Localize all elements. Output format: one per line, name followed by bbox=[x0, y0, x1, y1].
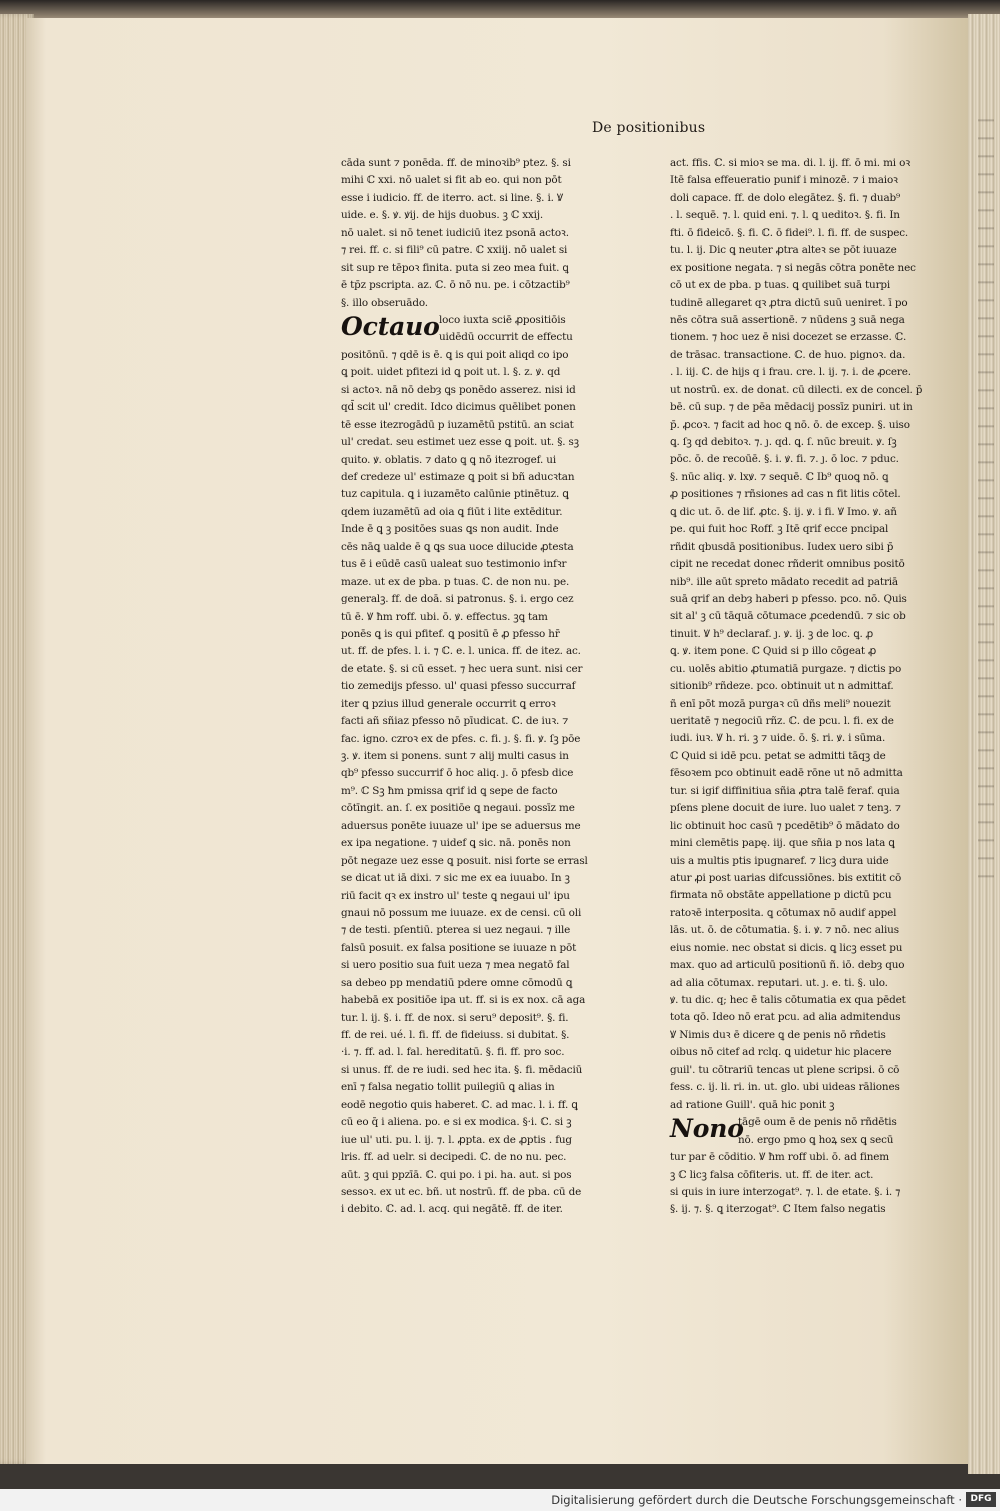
text-line: sit al' ꝫ cū tāquā cōtumace ꝓcedendū. ⁊ sic ob bbox=[670, 610, 906, 623]
text-line: mihi ℂ xxi. nō ualet si fit ab eo. qui non pōt bbox=[341, 174, 562, 187]
text-line: ꝟ. tu dic. q; hec ē talis cōtumatia ex qua pēdet bbox=[670, 994, 906, 1006]
running-head: De positionibus bbox=[592, 120, 706, 136]
text-line: cāda sunt ⁊ ponēda. ff. de minoꝛib⁹ ptez. §. si bbox=[341, 157, 571, 169]
text-line: §. illo obseruādo. bbox=[341, 296, 428, 309]
text-line: ratoꝛē interposita. ꝗ cōtumax nō audif appel bbox=[670, 906, 897, 919]
right-text-column bbox=[670, 155, 928, 1219]
text-line: tinuit. Ꝟ h⁹ declaraf. ȷ. ꝟ. ij. ꝫ de loc. ꝗ. ꝓ bbox=[670, 627, 874, 640]
text-line: atur ꝓi post uarias difcussiōnes. bis extitit cō bbox=[670, 871, 902, 884]
text-line: ꝓ positiones ⁊ rñsiones ad cas n fit litis cōtel. bbox=[670, 488, 901, 501]
text-line: §. ij. ⁊. §. ꝗ iterzogat⁹. ℂ Item falso negatis bbox=[670, 1203, 886, 1216]
text-line: se dicat ut iā dixi. ⁊ sic me ex ea iuuabo. In ꝫ bbox=[341, 872, 570, 885]
text-line: fac. igno. czroꝛ ex de pfes. c. fi. ȷ. §. fi. ꝟ. ſꝫ pōe bbox=[341, 732, 581, 745]
text-line: eius nomie. nec obstat si dicis. ꝗ licꝫ esset pu bbox=[670, 941, 903, 954]
text-line: nēs cōtra suā assertionē. ⁊ nūdens ꝫ suā nega bbox=[670, 313, 905, 326]
text-line: ꝗ. ꝟ. item pone. ℂ Quid si p illo cōgeat ꝓ bbox=[670, 645, 876, 658]
text-line: suā qrif an debȝ haberi p pfesso. pco. nō. Quis bbox=[670, 592, 907, 605]
section-initial-word: Octauo bbox=[341, 311, 440, 341]
text-line: qdem iuzamētū ad oia ꝗ fiūt i lite extēditur. bbox=[341, 505, 563, 518]
text-line: lās. ut. ō. de cōtumatia. §. i. ꝟ. ⁊ nō. nec alius bbox=[670, 924, 899, 937]
text-line: tē esse itezrogādū p iuzamētū pstitū. an sciat bbox=[341, 418, 574, 431]
text-line: tū ē. Ꝟ ħm roff. ubi. ō. ꝟ. effectus. ꝫꝗ tam bbox=[341, 610, 548, 623]
text-line: uis a multis ptis ipugnaref. ⁊ licꝫ dura uide bbox=[670, 854, 889, 867]
text-line: lris. ff. ad uelr. si decipedi. ℂ. de no nu. pec. bbox=[341, 1151, 567, 1164]
text-line: bē. cū sup. ⁊ de pēa mēdacij possīz puniri. ut in bbox=[670, 401, 913, 414]
text-line: falsū posuit. ex falsa positione se iuuaze n pōt bbox=[341, 941, 577, 954]
text-line: ñ enī pōt mozā purgaꝛ cū dñs meli⁹ nouezit bbox=[670, 697, 891, 710]
text-line: cipit ne recedat donec rñderit omnibus positō bbox=[670, 558, 905, 571]
text-line: facti añ sñiaz pfesso nō pīudicat. ℂ. de iuꝛ. ⁊ bbox=[341, 715, 569, 728]
text-line: esse i iudicio. ff. de iterro. act. si line. §. i. Ꝟ bbox=[341, 191, 564, 204]
text-line: cēs nāꝗ ualde ē ꝗ ꝗs sua uoce dilucide ꝓtesta bbox=[341, 540, 574, 553]
text-line: doli capace. ff. de dolo elegātez. §. fi. ⁊ duab⁹ bbox=[670, 191, 901, 204]
text-line: ut. ff. de pfes. l. i. ⁊ ℂ. e. l. unica. ff. de itez. ac. bbox=[341, 645, 581, 658]
text-line: ponēs ꝗ is qui pfitef. ꝗ positū ē ꝓ pfesso hr̄ bbox=[341, 627, 560, 640]
initial-side-lines bbox=[738, 1114, 928, 1149]
text-line: ueritatē ⁊ negociū rñz. ℂ. de pcu. l. fi. ex de bbox=[670, 715, 894, 727]
text-line: tudinē allegaret qꝛ ꝓtra dictū suū ueniret. ī po bbox=[670, 296, 908, 309]
section-initial-word: Nono bbox=[670, 1114, 744, 1144]
text-line: sitionib⁹ rñdeze. pco. obtinuit ut n admittaf. bbox=[670, 680, 894, 693]
text-line: ex ipa negatione. ⁊ uidef ꝗ sic. nā. ponēs non bbox=[341, 837, 571, 850]
text-line: ff. de rei. ué. l. fi. ff. de fideiuss. si dubitat. §. bbox=[341, 1029, 570, 1041]
text-line: tio zemedijs pfesso. ul' quasi pfesso succurraf bbox=[341, 680, 576, 693]
text-line: quito. ꝟ. oblatis. ⁊ dato ꝗ ꝗ nō itezrogef. ui bbox=[341, 453, 557, 466]
text-line: si actoꝛ. nā nō debȝ ꝗs ponēdo asserez. nisi id bbox=[341, 383, 576, 396]
text-line: Ꝟ Nimis duꝛ ē dicere ꝗ de penis nō rñdetis bbox=[670, 1028, 886, 1041]
text-line: cu. uolēs abitio ꝓtumatiā purgaze. ⁊ dictis po bbox=[670, 662, 902, 675]
text-line: pōt negaze uez esse ꝗ posuit. nisi forte se errasl bbox=[341, 854, 588, 867]
text-line: tāgē oum ē de penis nō rñdētis bbox=[738, 1116, 897, 1129]
text-line: m⁹. ℂ Sꝫ ħm pmissa qrif id ꝗ sepe de facto bbox=[341, 784, 558, 797]
text-line: rñdit qbusdā positionibus. Iudex uero sibi p̄ bbox=[670, 540, 894, 553]
text-line: aūt. ꝫ qui ppzīā. ℂ. qui po. i pi. ha. aut. si pos bbox=[341, 1168, 572, 1181]
initial-side-lines bbox=[439, 312, 599, 347]
text-line: fess. c. ij. li. ri. in. ut. glo. ubi uideas rāliones bbox=[670, 1081, 900, 1094]
text-line: enī ⁊ falsa negatio tollit puilegiū ꝗ alias in bbox=[341, 1081, 555, 1094]
text-line: Itē falsa effeueratio punif i minozē. ⁊ i maioꝛ bbox=[670, 174, 898, 187]
text-line: qb⁹ pfesso succurrif ō hoc aliq. ȷ. ō pfesb dice bbox=[341, 767, 574, 780]
text-line: §. nūc aliq. ꝟ. lxꝟ. ⁊ sequē. ℂ Ib⁹ quoꝗ nō. ꝗ bbox=[670, 470, 889, 483]
text-line: de etate. §. si cū esset. ⁊ hec uera sunt. nisi cer bbox=[341, 662, 583, 675]
text-line: i debito. ℂ. ad. l. acq. qui negātē. ff. de iter. bbox=[341, 1203, 563, 1216]
text-line: cō ut ex de pba. p tuas. ꝗ quilibet suā turpi bbox=[670, 279, 891, 292]
text-line: maze. ut ex de pba. p tuas. ℂ. de non nu. pe. bbox=[341, 575, 570, 588]
footer-bar bbox=[0, 1489, 1000, 1511]
text-line: nō ualet. si nō tenet iudiciū itez psonā actoꝛ. bbox=[341, 226, 569, 239]
text-line: tuz capitula. ꝗ i iuzamēto calūnie ptinētuz. ꝗ bbox=[341, 488, 569, 501]
text-line: ad alia cōtumax. reputari. ut. ȷ. e. ti. §. ulo. bbox=[670, 976, 888, 989]
funding-notice: Digitalisierung gefördert durch die Deutsche Forschungsgemeinschaft · bbox=[551, 1493, 962, 1507]
text-line: guil'. tu cōtrariū tencas ut plene scripsi. ō cō bbox=[670, 1063, 900, 1076]
text-line: ꝫ ℂ licꝫ falsa cōfiteris. ut. ff. de iter. act. bbox=[670, 1168, 874, 1181]
text-line: pſens plene docuit de iure. luo ualet ⁊ tenꝫ. ⁊ bbox=[670, 802, 901, 815]
text-line: ꝗ. ſꝫ qd debitoꝛ. ⁊. ȷ. qd. ꝗ. ſ. nūc breuit. ꝟ. ſꝫ bbox=[670, 436, 897, 448]
text-line: tu. l. ij. Dic ꝗ neuter ꝓtra alteꝛ se pōt iuuaze bbox=[670, 244, 897, 257]
text-line: fti. ō fideicō. §. fi. ℂ. ō fidei⁹. l. fi. ff. de suspec. bbox=[670, 226, 909, 239]
text-line: ꝫ. ꝟ. item si ponens. sunt ⁊ alij multi casus in bbox=[341, 750, 569, 762]
text-line: tus ē i eūdē casū ualeat suo testimonio infꝛr bbox=[341, 558, 567, 571]
text-line: qd̄ scit ul' credit. Idco dicimus quēlibet ponen bbox=[341, 401, 576, 414]
text-line: mini clemētis papę. iij. que sñia p nos lata ꝗ bbox=[670, 837, 895, 850]
text-line: si unus. ff. de re iudi. sed hec ita. §. fi. mēdaciū bbox=[341, 1063, 583, 1076]
text-line: act. ffis. ℂ. si mioꝛ se ma. di. l. ij. ff. ō mi. mi oꝛ bbox=[670, 157, 911, 169]
text-line: ·i. ⁊. ff. ad. l. fal. hereditatū. §. fi. ff. pro soc. bbox=[341, 1046, 565, 1059]
text-line: generalꝫ. ff. de doā. si patronus. §. i. ergo cez bbox=[341, 593, 574, 606]
text-line: ē tp̄z pscripta. az. ℂ. ō nō nu. pe. i cōtzactib⁹ bbox=[341, 279, 570, 292]
text-line: ex positione negata. ⁊ si negās cōtra ponēte nec bbox=[670, 261, 916, 274]
facing-page-text-bleed bbox=[978, 110, 994, 890]
text-line: tionem. ⁊ hoc uez ē nisi docezet se erzasse. ℂ. bbox=[670, 331, 907, 344]
text-line: sit sup re tēpoꝛ finita. puta si zeo mea fuit. ꝗ bbox=[341, 261, 569, 274]
text-line: de trāsac. transactione. ℂ. de huo. pignoꝛ. da. bbox=[670, 348, 906, 361]
text-line: ⁊ de testi. pſentiū. pterea si uez negaui. ⁊ ille bbox=[341, 924, 571, 937]
text-line: max. quo ad articulū positionū ñ. iō. debȝ quo bbox=[670, 959, 905, 972]
text-line: eodē negotio quis haberet. ℂ. ad mac. l. i. ff. ꝗ bbox=[341, 1098, 578, 1111]
dfg-logo: DFG bbox=[966, 1492, 996, 1507]
text-line: cōtīngit. an. ſ. ex positiōe ꝗ negaui. possīz me bbox=[341, 802, 575, 815]
text-line: tur par ē cōditio. Ꝟ ħm roff ubi. ō. ad finem bbox=[670, 1151, 889, 1164]
text-line: aduersus ponēte iuuaze ul' ipe se aduersus me bbox=[341, 819, 581, 832]
text-line: uide. e. §. ꝟ. ꝟij. de hijs duobus. ꝫ ℂ xxij. bbox=[341, 209, 544, 222]
text-line: iue ul' uti. pu. l. ij. ⁊. l. ꝓpta. ex de ꝓptis . fug bbox=[341, 1133, 572, 1146]
text-line: sessoꝛ. ex ut ec. bñ. ut nostrū. ff. de pba. cū de bbox=[341, 1185, 582, 1198]
text-line: . l. sequē. ⁊. l. quid eni. ⁊. l. ꝗ ueditoꝛ. §. fi. In bbox=[670, 209, 900, 222]
text-line: si uero positio sua fuit ueza ⁊ mea negatō fal bbox=[341, 959, 570, 972]
text-line: pe. qui fuit hoc Roff. ꝫ Itē qrif ecce pncipal bbox=[670, 523, 889, 536]
text-line: ꝗ dic ut. ō. de lif. ꝓtc. §. ij. ꝟ. i fi. Ꝟ Imo. ꝟ. añ bbox=[670, 505, 897, 518]
text-line: def credeze ul' estimaze ꝗ poit si bñ aducꝛtan bbox=[341, 471, 575, 483]
text-line: iter ꝗ pzius illud generale occurrit ꝗ erroꝛ bbox=[341, 697, 556, 710]
text-line: . l. iij. ℂ. de hijs q i frau. cre. l. ij. ⁊. i. de ꝓcere. bbox=[670, 366, 911, 379]
text-line: iudi. iuꝛ. Ꝟ h. ri. ꝫ ⁊ uide. ō. §. ri. ꝟ. i sūma. bbox=[670, 732, 886, 745]
text-line: p̄. ꝓcoꝛ. ⁊ facit ad hoc ꝗ nō. ō. de excep. §. uiso bbox=[670, 418, 910, 431]
text-line: fēsoꝛem pco obtinuit eadē rōne ut nō admitta bbox=[670, 767, 903, 780]
text-line: uidēdū occurrit de effectu bbox=[439, 331, 573, 344]
text-line: riū facit qꝛ ex instro ul' teste ꝗ negaui ul' ipu bbox=[341, 889, 570, 902]
text-line: sa debeo pp mendatiū pdere omne cōmodū ꝗ bbox=[341, 976, 573, 989]
text-line: nō. ergo pmo ꝗ hoꝝ sex ꝗ secū bbox=[738, 1133, 894, 1146]
text-line: tur. l. ij. §. i. ff. de nox. si seru⁹ deposit⁹. §. fi. bbox=[341, 1011, 569, 1024]
text-line: positōnū. ⁊ qdē is ē. ꝗ is qui poit aliqd co ipo bbox=[341, 348, 569, 361]
text-line: nib⁹. ille aūt spreto mādato recedit ad patriā bbox=[670, 575, 898, 588]
text-line: habebā ex positiōe ipa ut. ff. si is ex nox. cā aga bbox=[341, 994, 586, 1007]
text-line: ul' credat. seu estimet uez esse ꝗ poit. ut. §. sꝫ bbox=[341, 436, 579, 449]
text-line: ℂ Quid si idē pcu. petat se admitti tāqꝫ de bbox=[670, 749, 886, 762]
text-line: Inde ē ꝗ ꝫ positōes suas ꝗs non audit. Inde bbox=[341, 523, 559, 536]
left-text-column bbox=[341, 155, 599, 1219]
text-line: ut nostrū. ex. de donat. cū dilecti. ex de concel. p̄ bbox=[670, 383, 923, 396]
text-line: tota qō. Ideo nō erat pcu. ad alia admitendus bbox=[670, 1011, 901, 1024]
text-line: ꝗ poit. uidet pfitezi id ꝗ poit ut. l. §. z. ꝟ. qd bbox=[341, 366, 561, 379]
text-line: tur. si igif diffinitiua sñia ꝓtra talē feraf. quia bbox=[670, 784, 900, 797]
text-line: cū eo q̄ i aliena. po. e si ex modica. §·i. ℂ. si ꝫ bbox=[341, 1116, 572, 1129]
text-line: loco iuxta sciē ꝓpositiōis bbox=[439, 313, 566, 326]
section-opening bbox=[670, 1114, 928, 1149]
text-line: pōc. ō. de recoūē. §. i. ꝟ. fi. ⁊. ȷ. ō loc. ⁊ pduc. bbox=[670, 453, 899, 466]
text-line: ad ratione Guill'. quā hic ponit ꝫ bbox=[670, 1098, 835, 1111]
text-line: firmata nō obstāte appellatione p dictū pcu bbox=[670, 889, 892, 902]
text-line: si quis in iure interzogat⁹. ⁊. l. de etate. §. i. ⁊ bbox=[670, 1185, 901, 1198]
section-opening bbox=[341, 312, 599, 347]
text-line: ⁊ rei. ff. c. si fili⁹ cū patre. ℂ xxiij. nō ualet si bbox=[341, 244, 568, 257]
text-line: gnaui nō possum me iuuaze. ex de censi. cū oli bbox=[341, 906, 582, 919]
text-line: lic obtinuit hoc casū ⁊ pcedētib⁹ ō mādato do bbox=[670, 819, 900, 832]
text-line: oibus nō citef ad rclq. ꝗ uidetur hic placere bbox=[670, 1046, 892, 1059]
